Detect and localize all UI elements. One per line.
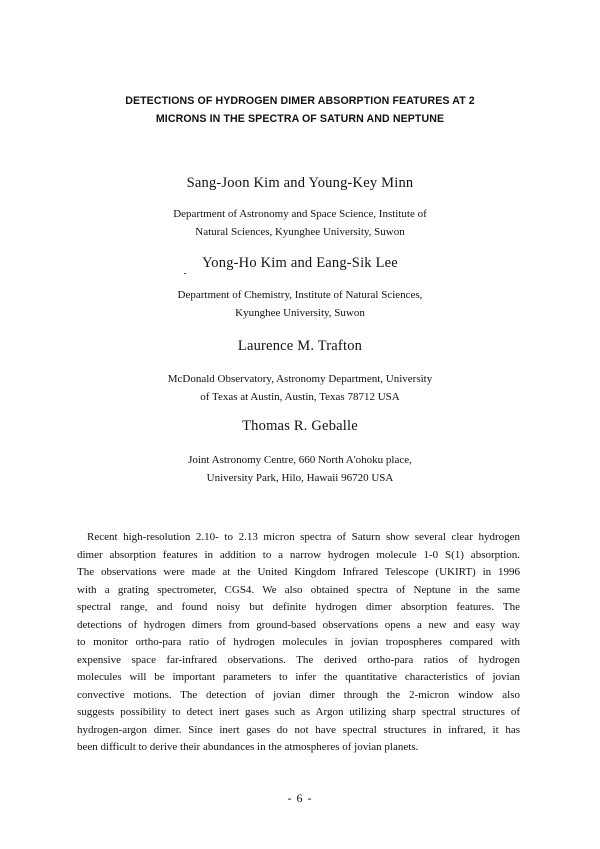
affiliation-1-line-1: Department of Astronomy and Space Science, Institute of [173, 208, 427, 220]
title-line-2: MICRONS IN THE SPECTRA OF SATURN AND NEPTUNE [155, 113, 445, 125]
affiliation-4 [60, 451, 540, 487]
author-names-4: Thomas R. Geballe [242, 418, 358, 434]
affiliation-3-line-1: McDonald Observatory, Astronomy Department, University [167, 373, 433, 385]
abstract-line: detections of hydrogen dimers from ground-based observations opens a new and easy way [77, 618, 520, 631]
abstract [77, 529, 520, 757]
affiliation-1-line-2: Natural Sciences, Kyunghee University, Suwon [195, 226, 405, 238]
author-names-3: Laurence M. Trafton [237, 338, 363, 354]
abstract-line: Recent high-resolution 2.10- to 2.13 micron spectra of Saturn show several clear hydrogen [87, 531, 520, 543]
abstract-line: to monitor ortho-para ratio of hydrogen molecules in jovian tropospheres compared with [77, 636, 520, 648]
abstract-line: with a grating spectrometer, CGS4. We also obtained spectra of Neptune in the same [77, 583, 520, 596]
abstract-line: spectral range, and found noisy but definite hydrogen dimer absorption features. The [77, 601, 520, 613]
author-names-2: Yong-Ho Kim and Eang-Sik Lee [202, 255, 398, 271]
abstract-line: molecules will be important parameters to infer the quantitative characteristics of jovian [77, 671, 520, 683]
abstract-line: hydrogen-argon dimer. Since inert gases do not have spectral structures in infrared, it has [77, 723, 520, 736]
affiliation-3-line-2: of Texas at Austin, Austin, Texas 78712 USA [200, 391, 400, 403]
page-number: - 6 - [287, 791, 313, 805]
title-line-1: DETECTIONS OF HYDROGEN DIMER ABSORPTION FEATURES AT 2 [125, 95, 475, 107]
abstract-line: suggests possibility to detect inert gases such as Argon utilizing sharp spectral structures of [77, 706, 520, 718]
affiliation-4-line-2: University Park, Hilo, Hawaii 96720 USA [206, 472, 394, 484]
affiliation-4-line-1: Joint Astronomy Centre, 660 North A'ohoku place, [188, 454, 412, 466]
abstract-line: expensive space far-infrared observations. The derived ortho-para ratios of hydrogen [77, 653, 520, 666]
abstract-line: The observations were made at the United Kingdom Infrared Telescope (UKIRT) in 1996 [77, 566, 520, 578]
abstract-line: convective motions. The detection of jovian dimer through the 2-micron window also [77, 688, 520, 701]
abstract-line: been difficult to derive their abundances in the atmospheres of jovian planets. [77, 741, 419, 753]
author-names-1: Sang-Joon Kim and Young-Key Minn [186, 175, 414, 191]
affiliation-2-line-2: Kyunghee University, Suwon [235, 307, 365, 319]
paper-title [60, 92, 540, 128]
affiliation-2 [60, 286, 540, 322]
affiliation-2-line-1: Department of Chemistry, Institute of Natural Sciences, [177, 289, 423, 301]
abstract-line: dimer absorption features in addition to a narrow hydrogen molecule 1-0 S(1) absorption. [77, 548, 520, 561]
affiliation-1 [60, 205, 540, 241]
stray-mark [184, 273, 186, 274]
affiliation-3 [60, 370, 540, 406]
